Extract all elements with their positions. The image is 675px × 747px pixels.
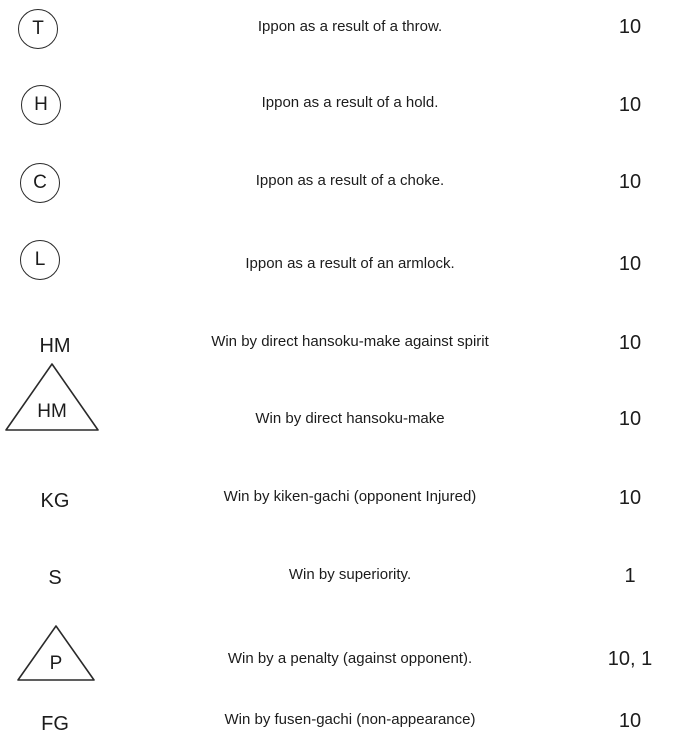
symbol-letter: P [49, 653, 63, 674]
row-description: Win by a penalty (against opponent). [227, 650, 473, 667]
row-points: 10 [618, 171, 642, 193]
row-symbol: S [48, 567, 62, 589]
circle-symbol-l [20, 240, 60, 280]
table-row [0, 708, 675, 738]
symbol-letter: L [34, 249, 46, 270]
circle-symbol-c [20, 163, 60, 203]
row-points: 10 [618, 487, 642, 509]
row-symbol: FG [41, 713, 69, 735]
table-row [0, 330, 675, 360]
row-points: 10 [618, 408, 642, 430]
row-description: Win by direct hansoku-make against spirit [211, 333, 489, 350]
row-description: Win by kiken-gachi (opponent Injured) [223, 488, 477, 505]
triangle-symbol-p [16, 624, 96, 682]
table-row [0, 6, 675, 52]
table-row [0, 82, 675, 128]
table-row [0, 235, 675, 281]
row-points: 10 [618, 94, 642, 116]
row-description: Ippon as a result of a choke. [255, 172, 445, 189]
row-description: Ippon as a result of a hold. [261, 94, 439, 111]
symbol-letter: H [34, 94, 48, 115]
row-points: 10 [618, 710, 642, 732]
row-points: 10 [618, 16, 642, 38]
row-points: 10 [618, 253, 642, 275]
row-description: Ippon as a result of a throw. [257, 18, 443, 35]
row-points: 10, 1 [607, 648, 653, 670]
symbol-letter: HM [37, 401, 67, 422]
table-row [0, 362, 675, 442]
row-symbol: HM [39, 335, 71, 357]
row-points: 1 [624, 565, 636, 587]
row-symbol: KG [40, 490, 70, 512]
table-row [0, 160, 675, 206]
table-row [0, 565, 675, 595]
triangle-symbol-hm [4, 362, 100, 432]
circle-symbol-t [18, 9, 58, 49]
circle-symbol-h [21, 85, 61, 125]
row-points: 10 [618, 332, 642, 354]
symbol-letter: T [32, 18, 44, 39]
row-description: Win by superiority. [288, 566, 412, 583]
table-row [0, 485, 675, 515]
symbol-letter: C [33, 172, 47, 193]
row-description: Ippon as a result of an armlock. [245, 255, 455, 272]
row-description: Win by fusen-gachi (non-appearance) [224, 711, 476, 728]
table-row [0, 624, 675, 684]
row-description: Win by direct hansoku-make [255, 410, 445, 427]
